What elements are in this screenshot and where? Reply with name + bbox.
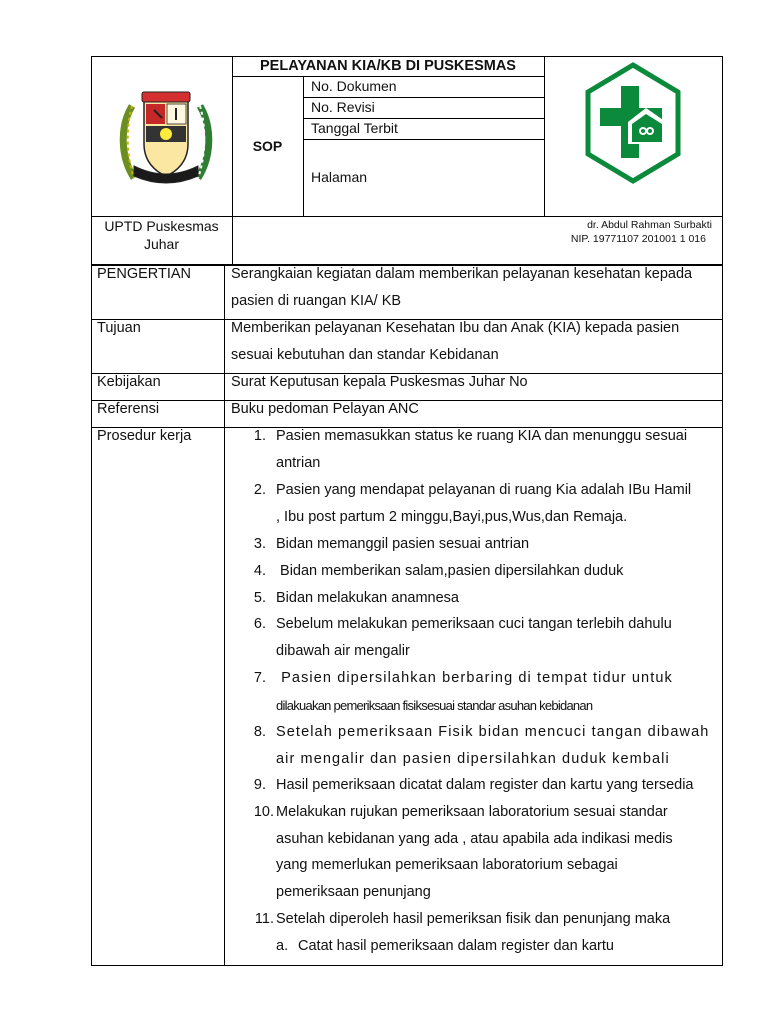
step-number: 6. (253, 616, 266, 632)
regency-seal-logo (118, 86, 214, 190)
step-text: dilakuakan pemeriksaan fisiksesuai standar asuhan kebidanan (276, 698, 593, 713)
kebijakan-text: Surat Keputusan kepala Puskesmas Juhar No (231, 374, 528, 390)
substep-text: Catat hasil pemeriksaan dalam register dan kartu (298, 938, 614, 954)
label-pengertian: PENGERTIAN (97, 266, 192, 282)
step-text: Hasil pemeriksaan dicatat dalam register dan kartu yang tersedia (276, 777, 694, 793)
label-prosedur: Prosedur kerja (97, 428, 192, 444)
referensi-text: Buku pedoman Pelayan ANC (231, 401, 419, 417)
org-location: Juhar (143, 236, 180, 252)
step-text: air mengalir dan pasien dipersilahkan duduk kembali (276, 751, 670, 767)
pengertian-line: Serangkaian kegiatan dalam memberikan pelayanan kesehatan kepada (231, 266, 693, 282)
step-text: , Ibu post partum 2 minggu,Bayi,pus,Wus,dan Remaja. (276, 509, 628, 525)
step-number: 10. (253, 804, 274, 820)
step-text: Pasien memasukkan status ke ruang KIA dan menunggu sesuai (276, 428, 688, 444)
pengertian-line: pasien di ruangan KIA/ KB (231, 293, 402, 309)
step-text: Bidan melakukan anamnesa (276, 590, 459, 606)
step-number: 2. (253, 482, 266, 498)
step-text: asuhan kebidanan yang ada , atau apabila ada indikasi medis (276, 831, 673, 847)
step-text: pemeriksaan penunjang (276, 884, 431, 900)
step-number: 3. (253, 536, 266, 552)
signer-nip: NIP. 19771107 201001 1 016 (570, 233, 706, 245)
step-text: Setelah pemeriksaan Fisik bidan mencuci tangan dibawah (276, 724, 710, 740)
org-name: UPTD Puskesmas (104, 218, 219, 234)
step-text: Pasien dipersilahkan berbaring di tempat tidur untuk (276, 670, 673, 686)
label-tujuan: Tujuan (97, 320, 141, 336)
label-kebijakan: Kebijakan (97, 374, 161, 390)
signer-name: dr. Abdul Rahman Surbakti (587, 219, 712, 231)
step-text: dibawah air mengalir (276, 643, 410, 659)
document-title: PELAYANAN KIA/KB DI PUSKESMAS (260, 58, 516, 74)
step-number: 1. (253, 428, 266, 444)
sop-label: SOP (252, 138, 283, 154)
step-text: yang memerlukan pemeriksaan laboratorium sebagai (276, 857, 618, 873)
puskesmas-logo (584, 62, 682, 184)
step-text: Bidan memberikan salam,pasien dipersilahkan duduk (276, 563, 624, 579)
step-number: 11. (254, 911, 274, 927)
step-text: Setelah diperoleh hasil pemeriksan fisik dan penunjang maka (276, 911, 671, 927)
tujuan-line: sesuai kebutuhan dan standar Kebidanan (231, 347, 499, 363)
step-number: 5. (253, 590, 266, 606)
step-number: 8. (253, 724, 266, 740)
step-text: Pasien yang mendapat pelayanan di ruang Kia adalah IBu Hamil (276, 482, 692, 498)
substep-letter: a. (276, 938, 289, 954)
step-number: 7. (253, 670, 266, 686)
field-no-dokumen: No. Dokumen (311, 78, 397, 94)
label-referensi: Referensi (97, 401, 160, 417)
step-text: Bidan memanggil pasien sesuai antrian (276, 536, 530, 552)
step-text: Sebelum melakukan pemeriksaan cuci tangan terlebih dahulu (276, 616, 672, 632)
step-text: antrian (276, 455, 321, 471)
tujuan-line: Memberikan pelayanan Kesehatan Ibu dan Anak (KIA) kepada pasien (231, 320, 680, 336)
field-tanggal-terbit: Tanggal Terbit (311, 120, 398, 136)
step-text: Melakukan rujukan pemeriksaan laboratorium sesuai standar (276, 804, 668, 820)
field-no-revisi: No. Revisi (311, 99, 375, 115)
field-halaman: Halaman (311, 169, 368, 185)
step-number: 4. (253, 563, 266, 579)
step-number: 9. (253, 777, 266, 793)
